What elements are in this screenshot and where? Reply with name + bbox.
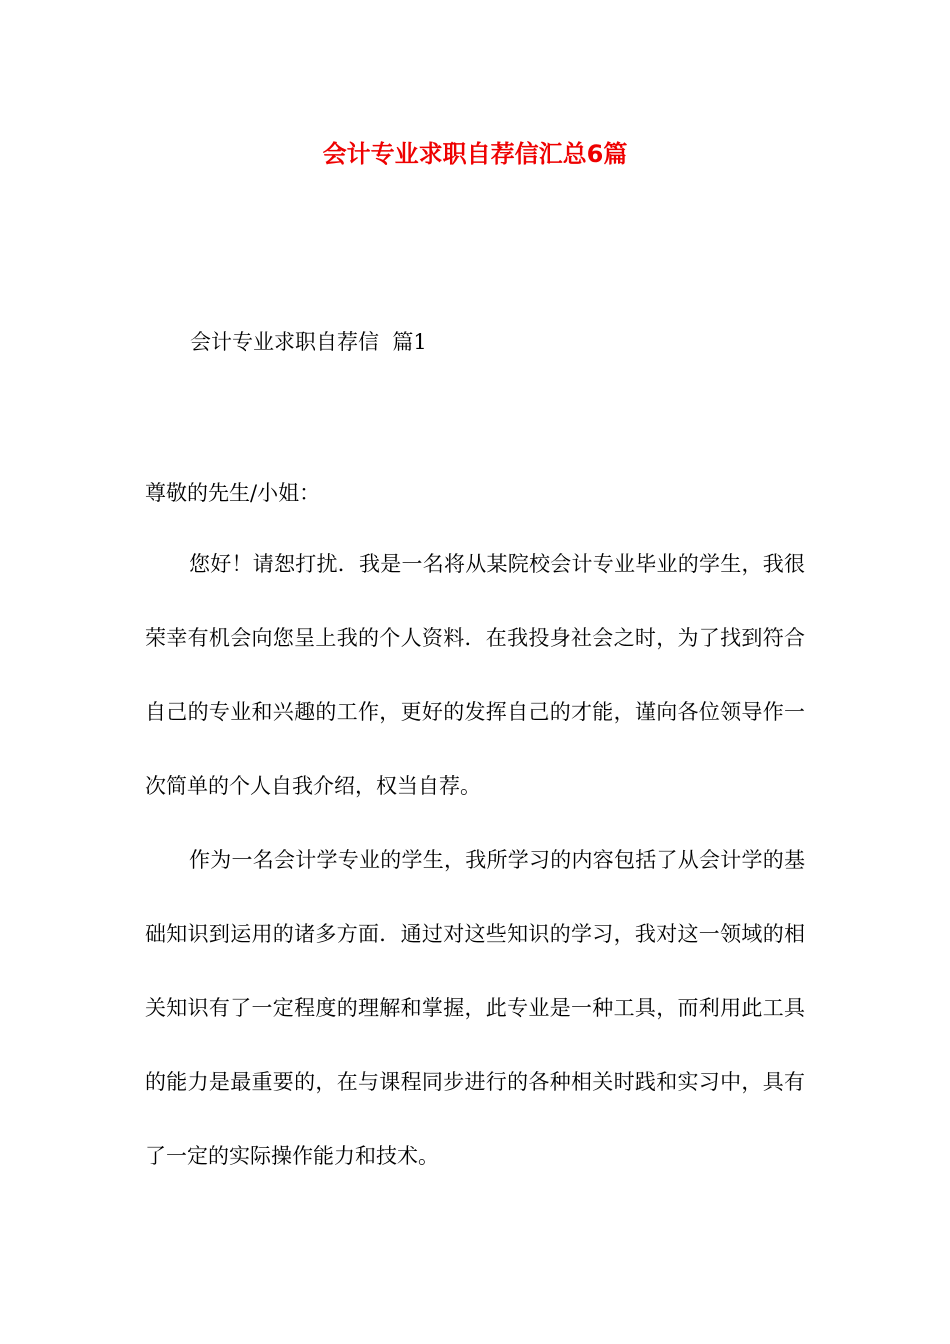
salutation: 尊敬的先生/小姐： xyxy=(145,481,321,505)
body-paragraph: 作为一名会计学专业的学生，我所学习的内容包括了从会计学的基础知识到运用的诸多方面．通过对这些知识的学习，我对这一领域的相关知识有了一定程度的理解和掌握，此专业是一种工具，而利用此工具的能力是最重要的，在与课程同步进行的各种相关时践和实习中，具有了一定的实际操作能力和技术。 xyxy=(145,848,805,1168)
section-heading: 会计专业求职自荐信 篇1 xyxy=(190,330,427,354)
body-paragraph: 您好！请恕打扰．我是一名将从某院校会计专业毕业的学生，我很荣幸有机会向您呈上我的个人资料．在我投身社会之时，为了找到符合自己的专业和兴趣的工作，更好的发挥自己的才能，谨向各位领导作一次简单的个人自我介绍，权当自荐。 xyxy=(145,552,805,798)
document-title: 会计专业求职自荐信汇总6篇 xyxy=(322,140,628,168)
